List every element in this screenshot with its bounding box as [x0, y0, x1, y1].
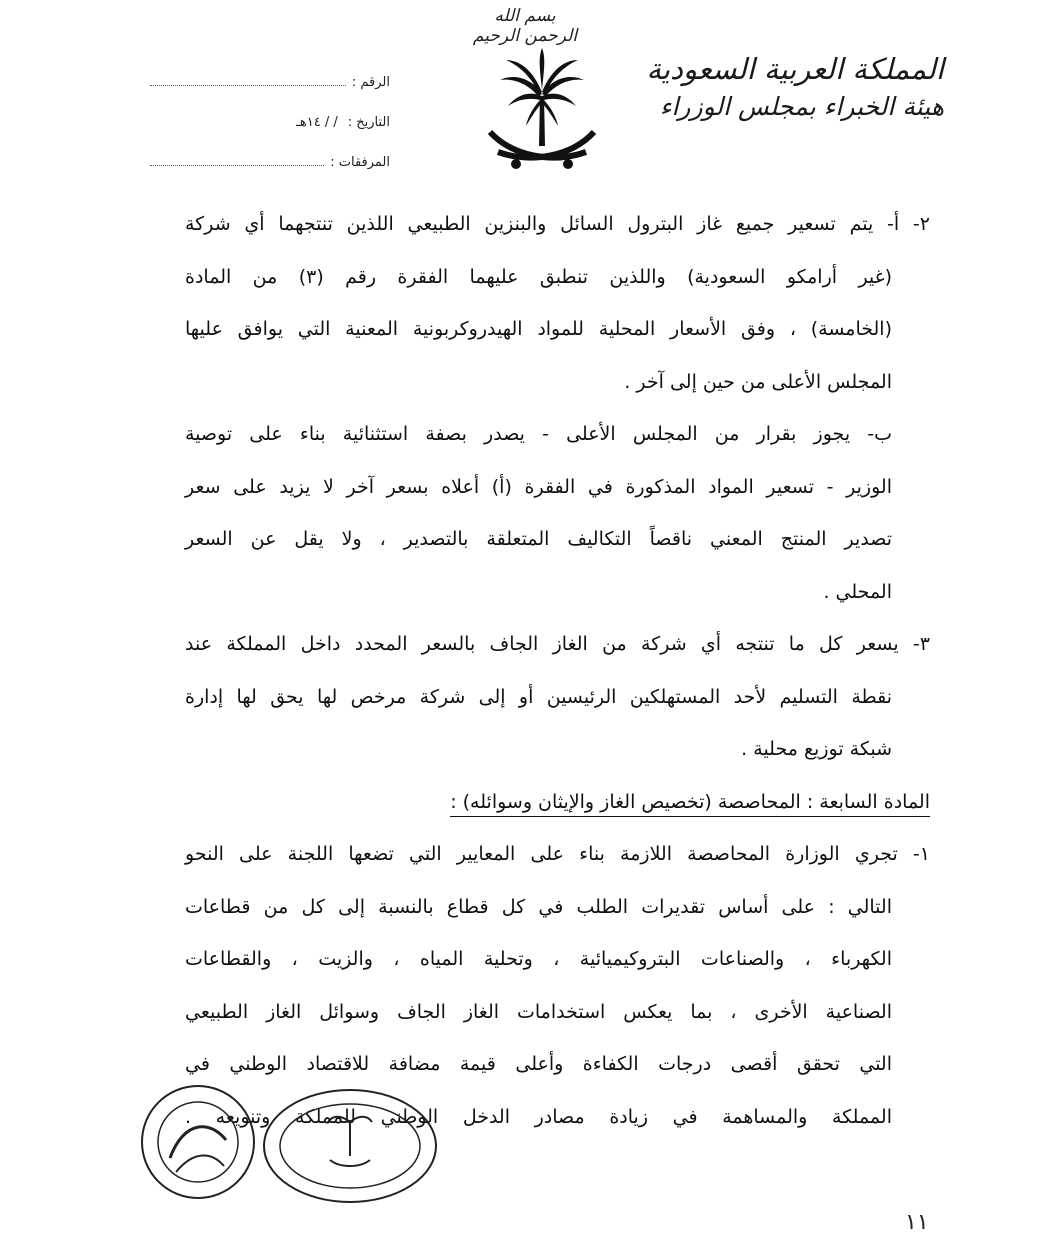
body-line: المحلي .: [823, 580, 892, 603]
ref-label: الرقم :: [351, 75, 390, 90]
attachments-row: [150, 130, 390, 170]
date-value: / / ١٤هـ: [296, 115, 338, 130]
palm-swords-emblem-icon: [482, 46, 602, 176]
oval-stamp: [264, 1090, 436, 1202]
official-stamps: [140, 1080, 440, 1210]
organization-header: [644, 52, 944, 121]
round-stamp: [142, 1086, 254, 1198]
attachments-label: المرفقات :: [330, 155, 390, 170]
ref-line: [150, 84, 346, 86]
section-heading: [185, 776, 930, 829]
body-line: نقطة التسليم لأحد المستهلكين الرئيسين أو إلى شركة مرخص لها يحق لها إدارة: [185, 685, 892, 708]
org-name-line2: هيئة الخبراء بمجلس الوزراء: [659, 92, 944, 121]
org-name-line1: المملكة العربية السعودية: [646, 52, 944, 86]
body-line: ٢- أ- يتم تسعير جميع غاز البترول السائل والبنزين الطبيعي اللذين تنتجهما أي شركة: [185, 213, 930, 235]
body-line: (غير أرامكو السعودية) واللذين تنطبق عليهما الفقرة رقم (٣) من المادة: [185, 265, 893, 288]
ref-row: [150, 50, 390, 90]
section-line: الكهرباء ، والصناعات البتروكيميائية ، وتحلية المياه ، والزيت ، والقطاعات: [185, 948, 892, 970]
page-number: ١١: [905, 1210, 929, 1235]
body-line: المجلس الأعلى من حين إلى آخر .: [624, 370, 892, 393]
body-line: ب- يجوز بقرار من المجلس الأعلى - يصدر بصفة استثنائية بناء على توصية: [185, 423, 892, 445]
date-row: [150, 90, 390, 130]
section-line: الصناعية الأخرى ، بما يعكس استخدامات الغاز الجاف وسوائل الغاز الطبيعي: [185, 1000, 892, 1023]
basmala: بسم الله الرحمن الرحيم: [472, 6, 578, 46]
document-body: [185, 198, 930, 1143]
date-label: التاريخ :: [347, 115, 390, 130]
section-line: التي تحقق أقصى درجات الكفاءة وأعلى قيمة مضافة للاقتصاد الوطني في: [185, 1053, 892, 1075]
body-line: الوزير - تسعير المواد المذكورة في الفقرة (أ) أعلاه بسعر آخر لا يزيد على سعر: [185, 475, 892, 498]
body-line: (الخامسة) ، وفق الأسعار المحلية للمواد الهيدروكربونية المعنية التي يوافق عليها: [185, 318, 892, 340]
section-line: المملكة والمساهمة في زيادة مصادر الدخل الوطني للمملكة وتنويعه .: [185, 1105, 892, 1128]
section-heading-text: المادة السابعة : المحاصصة (تخصيص الغاز والإيثان وسوائله) :: [450, 791, 930, 817]
body-line: تصدير المنتج المعني ناقصاً التكاليف المتعلقة بالتصدير ، ولا يقل عن السعر: [185, 528, 892, 550]
section-line: التالي : على أساس تقديرات الطلب في كل قطاع بالنسبة إلى كل من قطاعات: [185, 895, 892, 918]
body-line: ٣- يسعر كل ما تنتجه أي شركة من الغاز الجاف بالسعر المحدد داخل المملكة عند: [185, 633, 930, 655]
attachments-line: [150, 164, 324, 166]
document-meta: [150, 50, 390, 170]
body-line: شبكة توزيع محلية .: [741, 738, 892, 760]
section-line: ١- تجري الوزارة المحاصصة اللازمة بناء على المعايير التي تضعها اللجنة على النحو: [185, 843, 930, 865]
